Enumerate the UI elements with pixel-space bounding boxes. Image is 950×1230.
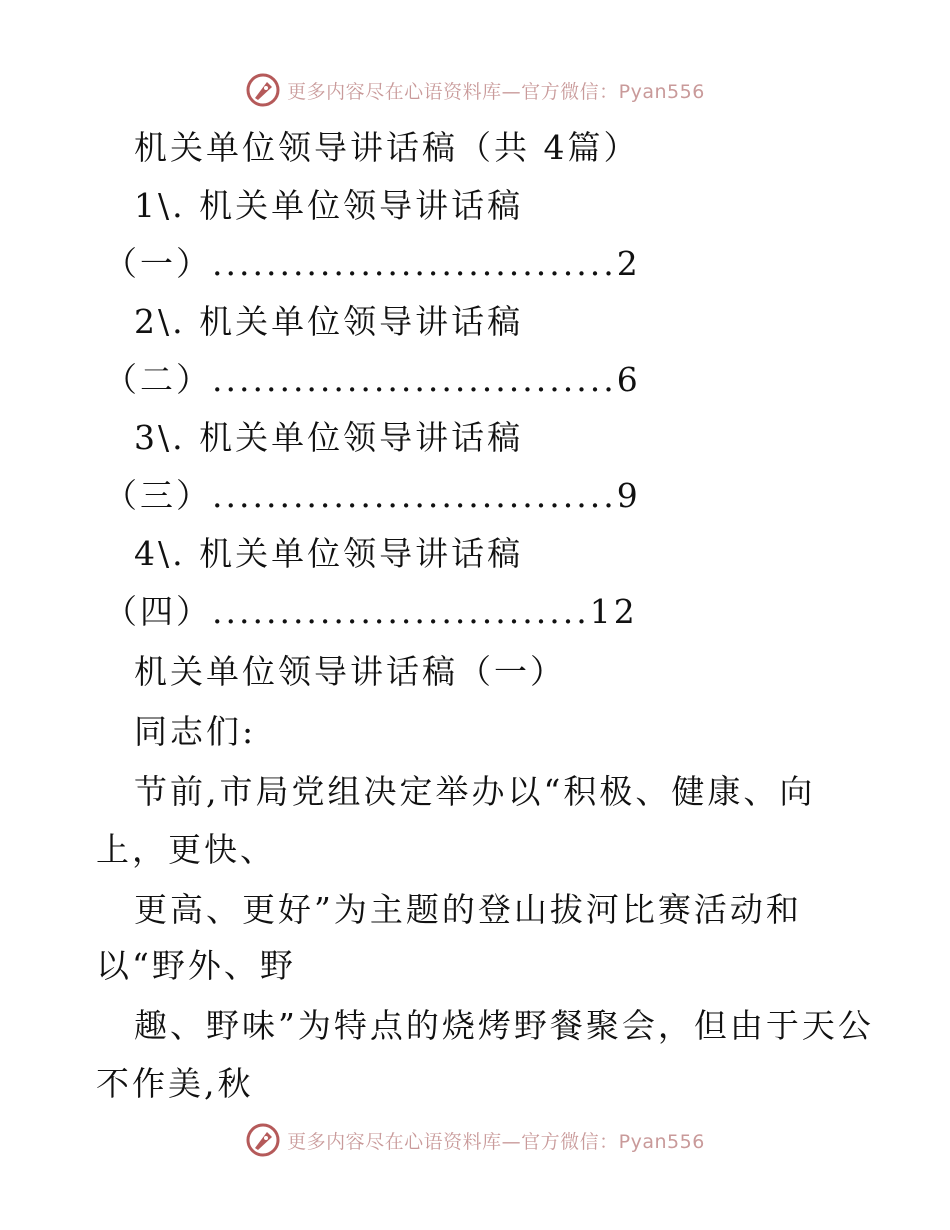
body-line: 趣、野味”为特点的烧烤野餐聚会，但由于天公 xyxy=(134,1006,874,1045)
header-watermark xyxy=(0,70,950,110)
footer-watermark xyxy=(0,1120,950,1160)
toc-item-1-label: 1\. 机关单位领导讲话稿 xyxy=(134,186,524,225)
salutation: 同志们: xyxy=(134,712,257,751)
toc-item-3-page[interactable]: （三）..............................9 xyxy=(104,476,641,515)
watermark-text: 更多内容尽在心语资料库—官方微信：Pyan556 xyxy=(287,1130,705,1153)
toc-item-2-label: 2\. 机关单位领导讲话稿 xyxy=(134,302,524,341)
pen-nib-logo-icon xyxy=(245,72,281,108)
pen-nib-logo-icon xyxy=(245,1122,281,1158)
body-line: 上，更快、 xyxy=(96,830,276,869)
watermark-text: 更多内容尽在心语资料库—官方微信：Pyan556 xyxy=(287,80,705,103)
body-line: 以“野外、野 xyxy=(96,946,296,985)
toc-item-4-page[interactable]: （四）............................12 xyxy=(104,592,638,631)
body-line: 节前,市局党组决定举办以“积极、健康、向 xyxy=(134,772,816,811)
toc-item-3-label: 3\. 机关单位领导讲话稿 xyxy=(134,418,524,457)
section-title: 机关单位领导讲话稿（一） xyxy=(134,652,566,691)
toc-item-4-label: 4\. 机关单位领导讲话稿 xyxy=(134,534,524,573)
document-title: 机关单位领导讲话稿（共 4篇） xyxy=(134,128,640,167)
body-line: 更高、更好”为主题的登山拔河比赛活动和 xyxy=(134,890,802,929)
body-line: 不作美,秋 xyxy=(96,1064,254,1103)
toc-item-1-page[interactable]: （一）..............................2 xyxy=(104,244,641,283)
toc-item-2-page[interactable]: （二）..............................6 xyxy=(104,360,641,399)
